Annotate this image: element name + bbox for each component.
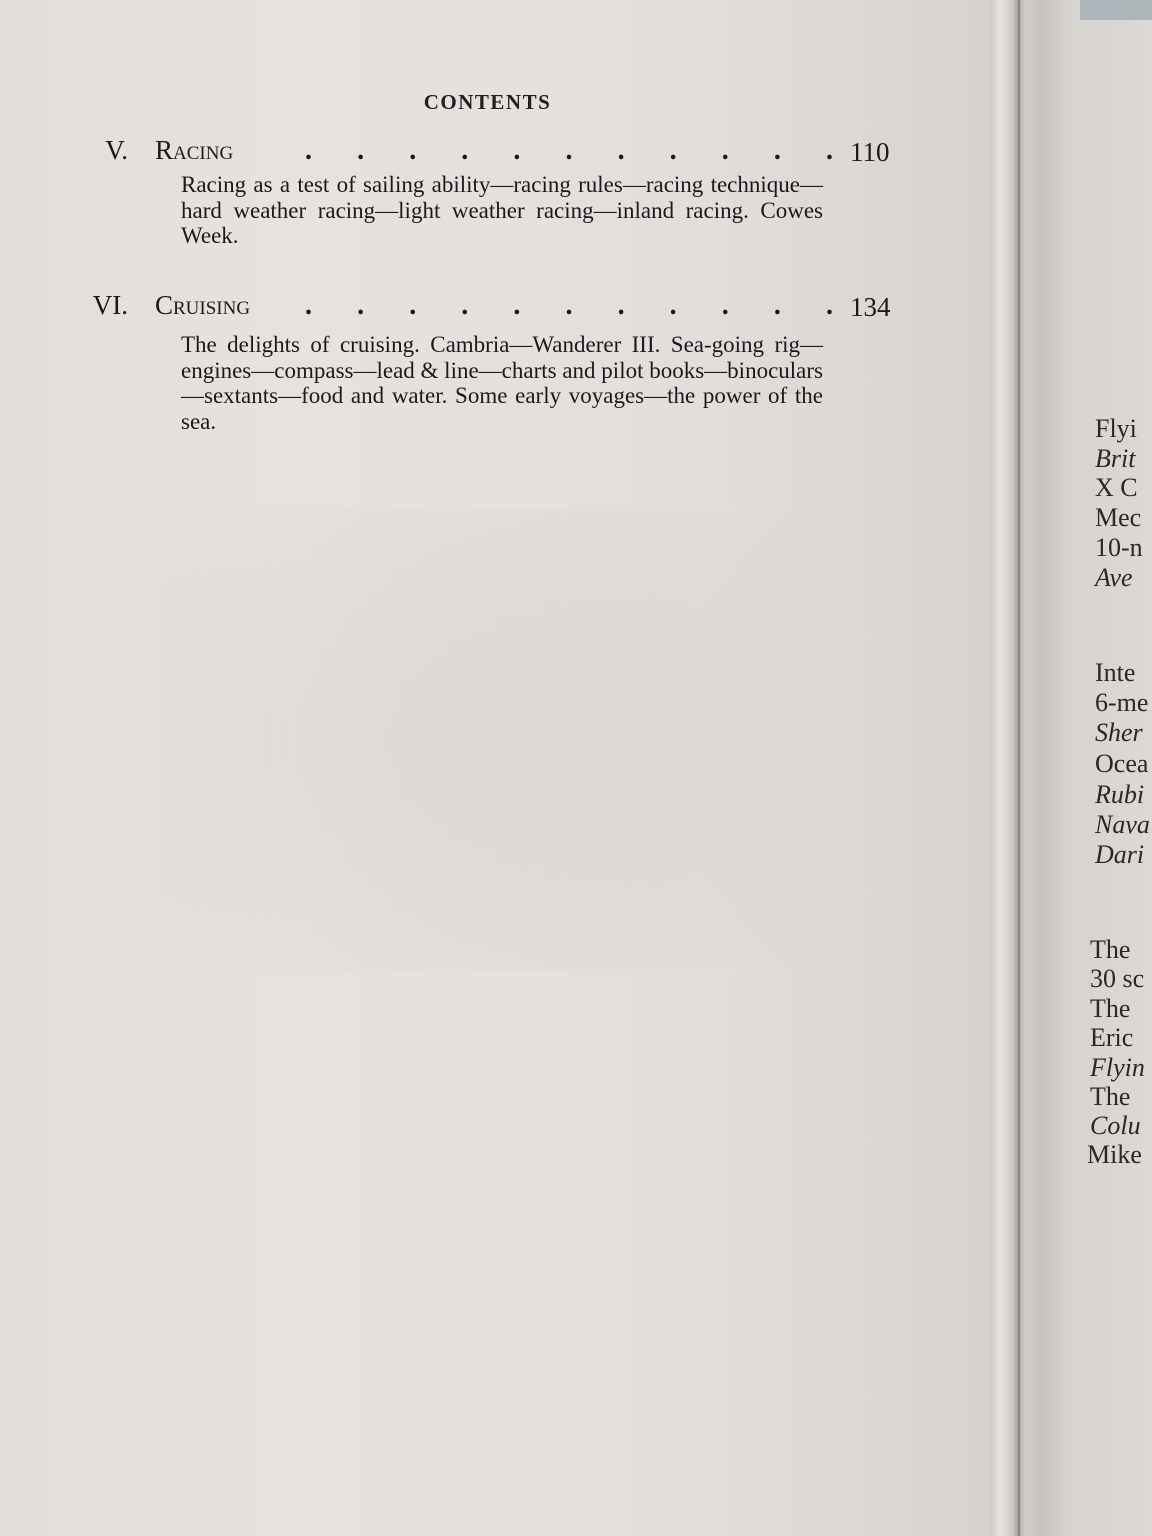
chapter-page-number: 110: [850, 137, 890, 167]
right-page-fragment: Nava: [1095, 810, 1150, 839]
right-page-fragment: 10-n: [1095, 533, 1143, 562]
right-page-fragment: Eric: [1090, 1023, 1134, 1052]
chapter-title: Racing: [155, 135, 234, 165]
chapter-number: V.: [105, 135, 128, 165]
chapter-title: Cruising: [155, 290, 251, 320]
chapter-description: The delights of cruising. Cambria—Wanderer III. Sea-going rig—engines—compass—lead & line—charts and pilot books—binoculars—sextants—food and water. Some early voyages—the power of the sea.: [181, 332, 823, 434]
right-page-fragment: 30 sc: [1090, 964, 1145, 993]
right-page-fragment: The: [1090, 1082, 1131, 1111]
right-page-fragment: Ave: [1095, 563, 1133, 592]
right-page-fragment: Flyin: [1090, 1053, 1145, 1082]
right-page-fragment: X C: [1095, 473, 1138, 502]
dot-leader: . . . . . . . . . . .: [305, 290, 833, 321]
gutter-fold-line: [1018, 0, 1020, 1536]
chapter-row: [0, 290, 1000, 326]
right-page-fragment: Inte: [1095, 658, 1136, 687]
right-page-fragment: Sher: [1095, 718, 1143, 747]
right-page-fragment: Mike: [1087, 1140, 1142, 1169]
chapter-page-number: 134: [850, 292, 891, 322]
show-through-shadow: [160, 510, 800, 970]
book-gutter: [990, 0, 1040, 1536]
dot-leader: . . . . . . . . . . .: [305, 135, 833, 166]
chapter-description: Racing as a test of sailing ability—racing rules—racing technique—hard weather racing—light weather racing—inland racing. Cowes Week.: [181, 172, 823, 248]
right-page-fragment: Colu: [1090, 1111, 1141, 1140]
right-page-fragment: Brit: [1095, 444, 1136, 473]
right-page-fragment: Mec: [1095, 503, 1142, 532]
right-page-fragment: Flyi: [1095, 414, 1137, 443]
right-page-fragment: Dari: [1095, 840, 1145, 869]
right-page-fragment: The: [1090, 935, 1131, 964]
chapter-row: [0, 135, 1000, 171]
right-page-fragment: The: [1090, 994, 1131, 1023]
right-page-fragment: 6-me: [1095, 688, 1149, 717]
background-strip: [1080, 0, 1152, 20]
right-page-fragment: Ocea: [1095, 749, 1149, 778]
right-page-fragment: Rubi: [1095, 780, 1145, 809]
page-heading: CONTENTS: [423, 90, 552, 114]
chapter-number: VI.: [92, 290, 128, 320]
